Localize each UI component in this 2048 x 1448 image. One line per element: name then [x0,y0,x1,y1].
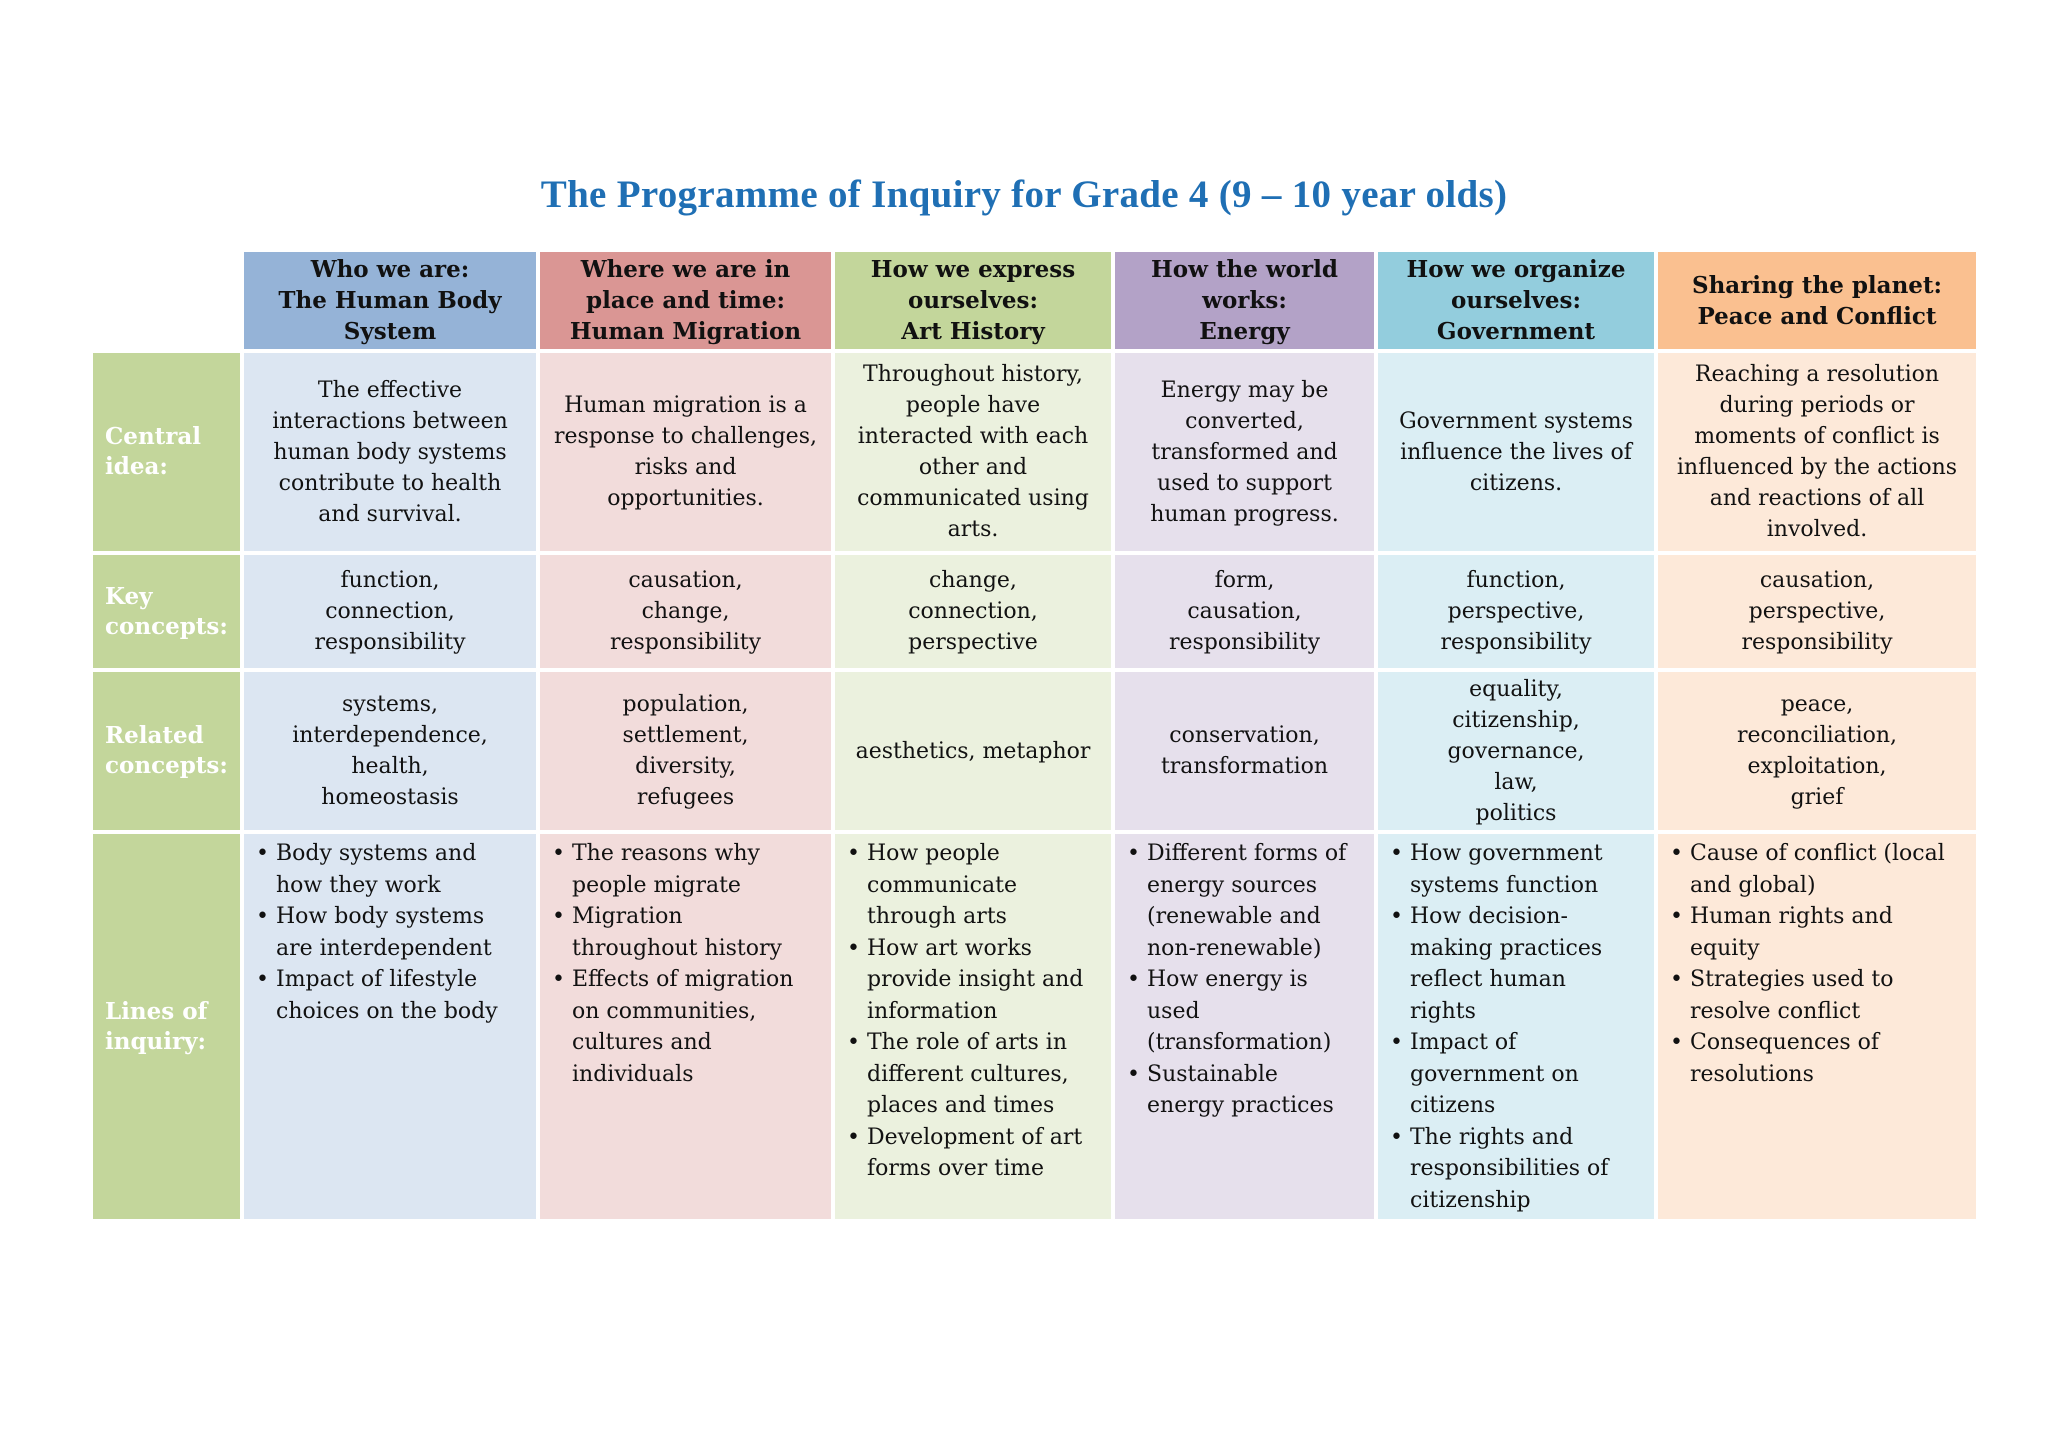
lines-of-inquiry-cell [1378,834,1654,1219]
line-of-inquiry-text: Different forms of energy sources (renewable and non-renewable) [1147,841,1347,961]
line-of-inquiry-text: How art works provide insight and information [867,935,1084,1024]
line-of-inquiry-text: Human rights and equity [1690,904,1893,961]
list-item [847,838,1083,933]
bullet-icon: • [1390,1030,1403,1055]
bullet-icon: • [847,841,860,866]
key-concepts-cell: function, perspective, responsibility [1378,555,1654,668]
row-label-related-concepts: Related concepts: [93,672,240,830]
line-of-inquiry-text: Cause of conflict (local and global) [1690,841,1945,898]
line-of-inquiry-text: The role of arts in different cultures, places and times [867,1030,1069,1118]
list-item [847,1027,1083,1122]
list-item [1390,901,1608,1027]
bullet-icon: • [1390,904,1403,929]
theme-header-how-the-world-works: How the world works: Energy [1115,252,1374,349]
lines-of-inquiry-cell [1115,834,1374,1219]
row-label-key-concepts: Key concepts: [93,555,240,668]
bullet-icon: • [847,1124,860,1150]
list-item [256,964,498,1027]
line-of-inquiry-text: How body systems are interdependent [276,904,492,961]
theme-header-where-we-are: Where we are in place and time: Human Migration [540,252,831,349]
lines-of-inquiry-list [1390,838,1608,1216]
bullet-icon: • [552,904,565,929]
central-idea-cell: Government systems influence the lives of citizens. [1378,353,1654,551]
line-of-inquiry-text: Sustainable energy practices [1147,1061,1334,1118]
row-label-central-idea: Central idea: [93,353,240,551]
line-of-inquiry-text: Body systems and how they work [276,841,477,898]
bullet-icon: • [1670,841,1683,866]
related-concepts-cell: population, settlement, diversity, refugees [540,672,831,830]
list-item [1127,964,1346,1059]
bullet-icon: • [1670,904,1683,929]
line-of-inquiry-text: How decision- making practices reflect human rights [1410,904,1603,1024]
lines-of-inquiry-cell [835,834,1111,1219]
key-concepts-cell: causation, perspective, responsibility [1658,555,1976,668]
list-item [1127,838,1346,964]
lines-of-inquiry-list [1670,838,1945,1090]
page-title: The Programme of Inquiry for Grade 4 (9 – 10 year olds) [540,173,1508,216]
lines-of-inquiry-cell [244,834,536,1219]
central-idea-cell: The effective interactions between human body systems contribute to health and survival. [244,353,536,551]
line-of-inquiry-text: Impact of government on citizens [1410,1030,1579,1118]
bullet-icon: • [256,967,269,992]
bullet-icon: • [1127,967,1140,992]
bullet-icon: • [847,1030,860,1055]
theme-header-how-we-express: How we express ourselves: Art History [835,252,1111,349]
lines-of-inquiry-cell [1658,834,1976,1219]
bullet-icon: • [1670,1030,1683,1055]
list-item [1670,1027,1945,1090]
line-of-inquiry-text: Impact of lifestyle choices on the body [276,967,498,1024]
list-item [847,933,1083,1028]
list-item [256,901,498,964]
bullet-icon: • [1127,841,1140,866]
bullet-icon: • [1390,841,1403,866]
lines-of-inquiry-list [552,838,793,1090]
bullet-icon: • [256,841,269,866]
line-of-inquiry-text: How people communicate through arts [867,841,1017,929]
bullet-icon: • [552,967,565,992]
bullet-icon: • [1390,1124,1403,1150]
line-of-inquiry-text: Migration throughout history [572,904,782,961]
list-item [1390,1122,1608,1217]
list-item [847,1122,1083,1185]
bullet-icon: • [847,935,860,961]
list-item [552,964,793,1090]
key-concepts-cell: change, connection, perspective [835,555,1111,668]
central-idea-cell: Throughout history, people have interacted with each other and communicated using arts. [835,353,1111,551]
lines-of-inquiry-list [1127,838,1346,1122]
list-item [552,838,793,901]
key-concepts-cell: causation, change, responsibility [540,555,831,668]
list-item [1670,964,1945,1027]
line-of-inquiry-text: The rights and responsibilities of citizenship [1410,1124,1609,1213]
list-item [1127,1059,1346,1122]
line-of-inquiry-text: How energy is used (transformation) [1147,967,1332,1055]
list-item [1390,838,1608,901]
line-of-inquiry-text: How government systems function [1410,841,1603,898]
related-concepts-cell: peace, reconciliation, exploitation, grief [1658,672,1976,830]
theme-header-sharing-the-planet: Sharing the planet: Peace and Conflict [1658,252,1976,349]
list-item [1390,1027,1608,1122]
central-idea-cell: Energy may be converted, transformed and used to support human progress. [1115,353,1374,551]
list-item [552,901,793,964]
row-label-lines-of-inquiry: Lines of inquiry: [93,834,240,1219]
key-concepts-cell: function, connection, responsibility [244,555,536,668]
bullet-icon: • [552,841,565,866]
bullet-icon: • [256,904,269,929]
related-concepts-cell: conservation, transformation [1115,672,1374,830]
lines-of-inquiry-cell [540,834,831,1219]
key-concepts-cell: form, causation, responsibility [1115,555,1374,668]
related-concepts-cell: aesthetics, metaphor [835,672,1111,830]
list-item [1670,838,1945,901]
related-concepts-cell: equality, citizenship, governance, law, politics [1378,672,1654,830]
table-corner [93,252,240,349]
line-of-inquiry-text: Strategies used to resolve conflict [1690,967,1894,1024]
theme-header-how-we-organize: How we organize ourselves: Government [1378,252,1654,349]
line-of-inquiry-text: Consequences of resolutions [1690,1030,1880,1087]
programme-of-inquiry-table [93,252,1976,1219]
line-of-inquiry-text: The reasons why people migrate [572,841,760,898]
bullet-icon: • [1670,967,1683,992]
line-of-inquiry-text: Development of art forms over time [867,1124,1083,1181]
line-of-inquiry-text: Effects of migration on communities, cultures and individuals [572,967,794,1087]
list-item [256,838,498,901]
central-idea-cell: Human migration is a response to challenges, risks and opportunities. [540,353,831,551]
lines-of-inquiry-list [847,838,1083,1185]
central-idea-cell: Reaching a resolution during periods or moments of conflict is influenced by the actions and reactions of all involved. [1658,353,1976,551]
bullet-icon: • [1127,1061,1140,1087]
theme-header-who-we-are: Who we are: The Human Body System [244,252,536,349]
related-concepts-cell: systems, interdependence, health, homeostasis [244,672,536,830]
lines-of-inquiry-list [256,838,498,1027]
list-item [1670,901,1945,964]
